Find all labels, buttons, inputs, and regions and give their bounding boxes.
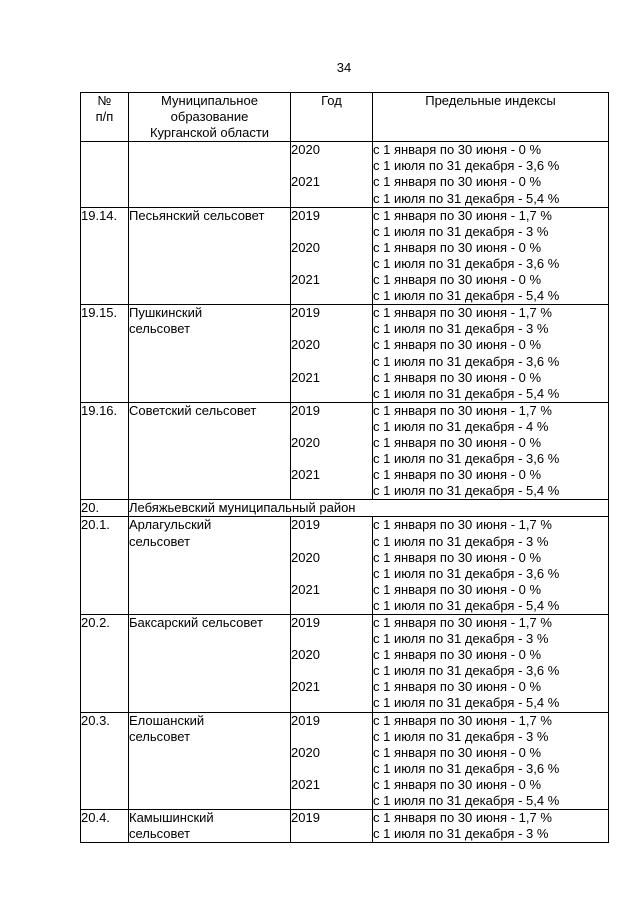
indices-cell xyxy=(373,207,609,305)
row-number xyxy=(81,142,129,207)
row-number: 20.1. xyxy=(81,517,129,615)
index-line: с 1 января по 30 июня - 1,7 % xyxy=(373,517,552,533)
indices-cell xyxy=(373,810,609,843)
year-cell xyxy=(291,517,373,615)
index-line: с 1 января по 30 июня - 1,7 % xyxy=(373,402,552,418)
year-cell xyxy=(291,305,373,403)
year-value: 2020 xyxy=(291,549,320,565)
municipality-name xyxy=(129,142,291,207)
year-value: 2020 xyxy=(291,647,320,663)
index-line: с 1 июля по 31 декабря - 3 % xyxy=(373,826,549,842)
index-line: с 1 января по 30 июня - 1,7 % xyxy=(373,810,552,826)
index-line: с 1 июля по 31 декабря - 5,4 % xyxy=(373,385,560,401)
municipality-name: Камышинский сельсовет xyxy=(129,810,291,843)
index-line: с 1 июля по 31 декабря - 4 % xyxy=(373,418,549,434)
table-row xyxy=(81,142,609,207)
year-cell xyxy=(291,207,373,305)
row-number: 19.15. xyxy=(81,305,129,403)
index-line: с 1 января по 30 июня - 0 % xyxy=(373,581,542,597)
row-number: 20.2. xyxy=(81,615,129,713)
header-row xyxy=(81,93,609,142)
year-value: 2019 xyxy=(291,712,320,728)
index-line: с 1 января по 30 июня - 0 % xyxy=(373,679,542,695)
table-row xyxy=(81,517,609,615)
index-line: с 1 июля по 31 декабря - 5,4 % xyxy=(373,597,560,613)
table-body xyxy=(81,142,609,843)
index-line: с 1 января по 30 июня - 0 % xyxy=(373,549,542,565)
year-value: 2020 xyxy=(291,744,320,760)
index-line: с 1 января по 30 июня - 1,7 % xyxy=(373,305,552,321)
header-number: № п/п xyxy=(81,93,129,142)
year-value: 2021 xyxy=(291,272,320,288)
district-name: Лебяжьевский муниципальный район xyxy=(129,500,609,517)
year-cell xyxy=(291,810,373,843)
index-line: с 1 июля по 31 декабря - 3,6 % xyxy=(373,663,560,679)
limit-indices-table xyxy=(80,92,609,843)
municipality-name: Баксарский сельсовет xyxy=(129,615,291,713)
index-line: с 1 января по 30 июня - 0 % xyxy=(373,272,542,288)
index-line: с 1 января по 30 июня - 0 % xyxy=(373,239,542,255)
year-value: 2021 xyxy=(291,174,320,190)
municipality-name: Елошанский сельсовет xyxy=(129,712,291,810)
index-line: с 1 января по 30 июня - 0 % xyxy=(373,369,542,385)
index-line: с 1 июля по 31 декабря - 5,4 % xyxy=(373,483,560,499)
year-value: 2019 xyxy=(291,207,320,223)
indices-cell xyxy=(373,402,609,500)
year-value: 2019 xyxy=(291,305,320,321)
indices-cell xyxy=(373,305,609,403)
index-line: с 1 января по 30 июня - 0 % xyxy=(373,467,542,483)
year-cell xyxy=(291,142,373,207)
index-line: с 1 января по 30 июня - 0 % xyxy=(373,174,542,190)
index-line: с 1 июля по 31 декабря - 5,4 % xyxy=(373,695,560,711)
index-line: с 1 января по 30 июня - 0 % xyxy=(373,337,542,353)
index-line: с 1 июля по 31 декабря - 3 % xyxy=(373,533,549,549)
index-line: с 1 июля по 31 декабря - 3,6 % xyxy=(373,451,560,467)
row-number: 20.3. xyxy=(81,712,129,810)
index-line: с 1 января по 30 июня - 0 % xyxy=(373,647,542,663)
table-row xyxy=(81,305,609,403)
municipality-name: Советский сельсовет xyxy=(129,402,291,500)
index-line: с 1 января по 30 июня - 1,7 % xyxy=(373,615,552,630)
table-header xyxy=(81,93,609,142)
page-number: 34 xyxy=(336,60,352,75)
indices-cell xyxy=(373,712,609,810)
row-number: 20. xyxy=(81,500,129,517)
index-line: с 1 января по 30 июня - 0 % xyxy=(373,142,542,158)
year-value: 2020 xyxy=(291,337,320,353)
table-row xyxy=(81,712,609,810)
index-line: с 1 июля по 31 декабря - 5,4 % xyxy=(373,288,560,304)
year-value: 2021 xyxy=(291,679,320,695)
table-row xyxy=(81,615,609,713)
year-value: 2019 xyxy=(291,615,320,630)
index-line: с 1 июля по 31 декабря - 3,6 % xyxy=(373,565,560,581)
header-municipality: Муниципальное образование Курганской области xyxy=(129,93,291,142)
year-cell xyxy=(291,615,373,713)
table-row xyxy=(81,402,609,500)
indices-cell xyxy=(373,142,609,207)
index-line: с 1 июля по 31 декабря - 3,6 % xyxy=(373,158,560,174)
index-line: с 1 июля по 31 декабря - 3,6 % xyxy=(373,760,560,776)
year-value: 2020 xyxy=(291,434,320,450)
municipality-name: Песьянский сельсовет xyxy=(129,207,291,305)
header-year: Год xyxy=(291,93,373,142)
index-line: с 1 июля по 31 декабря - 3 % xyxy=(373,223,549,239)
index-line: с 1 июля по 31 декабря - 5,4 % xyxy=(373,190,560,206)
year-value: 2019 xyxy=(291,402,320,418)
table-row xyxy=(81,207,609,305)
year-value: 2021 xyxy=(291,776,320,792)
row-number: 19.14. xyxy=(81,207,129,305)
year-value: 2021 xyxy=(291,369,320,385)
index-line: с 1 января по 30 июня - 0 % xyxy=(373,776,542,792)
index-line: с 1 июля по 31 декабря - 3,6 % xyxy=(373,353,560,369)
index-line: с 1 января по 30 июня - 1,7 % xyxy=(373,207,552,223)
municipality-name: Пушкинский сельсовет xyxy=(129,305,291,403)
index-line: с 1 июля по 31 декабря - 3 % xyxy=(373,631,549,647)
indices-cell xyxy=(373,517,609,615)
index-line: с 1 января по 30 июня - 0 % xyxy=(373,744,542,760)
year-value: 2020 xyxy=(291,142,320,158)
index-line: с 1 января по 30 июня - 1,7 % xyxy=(373,712,552,728)
year-value: 2019 xyxy=(291,810,320,826)
table-row xyxy=(81,810,609,843)
index-line: с 1 июля по 31 декабря - 5,4 % xyxy=(373,793,560,809)
header-indices: Предельные индексы xyxy=(373,93,609,142)
year-value: 2019 xyxy=(291,517,320,533)
index-line: с 1 июля по 31 декабря - 3,6 % xyxy=(373,255,560,271)
index-line: с 1 января по 30 июня - 0 % xyxy=(373,434,542,450)
year-value: 2020 xyxy=(291,239,320,255)
year-cell xyxy=(291,402,373,500)
index-line: с 1 июля по 31 декабря - 3 % xyxy=(373,728,549,744)
district-row xyxy=(81,500,609,517)
row-number: 19.16. xyxy=(81,402,129,500)
indices-cell xyxy=(373,615,609,713)
year-cell xyxy=(291,712,373,810)
index-line: с 1 июля по 31 декабря - 3 % xyxy=(373,321,549,337)
row-number: 20.4. xyxy=(81,810,129,843)
year-value: 2021 xyxy=(291,467,320,483)
year-value: 2021 xyxy=(291,581,320,597)
municipality-name: Арлагульский сельсовет xyxy=(129,517,291,615)
